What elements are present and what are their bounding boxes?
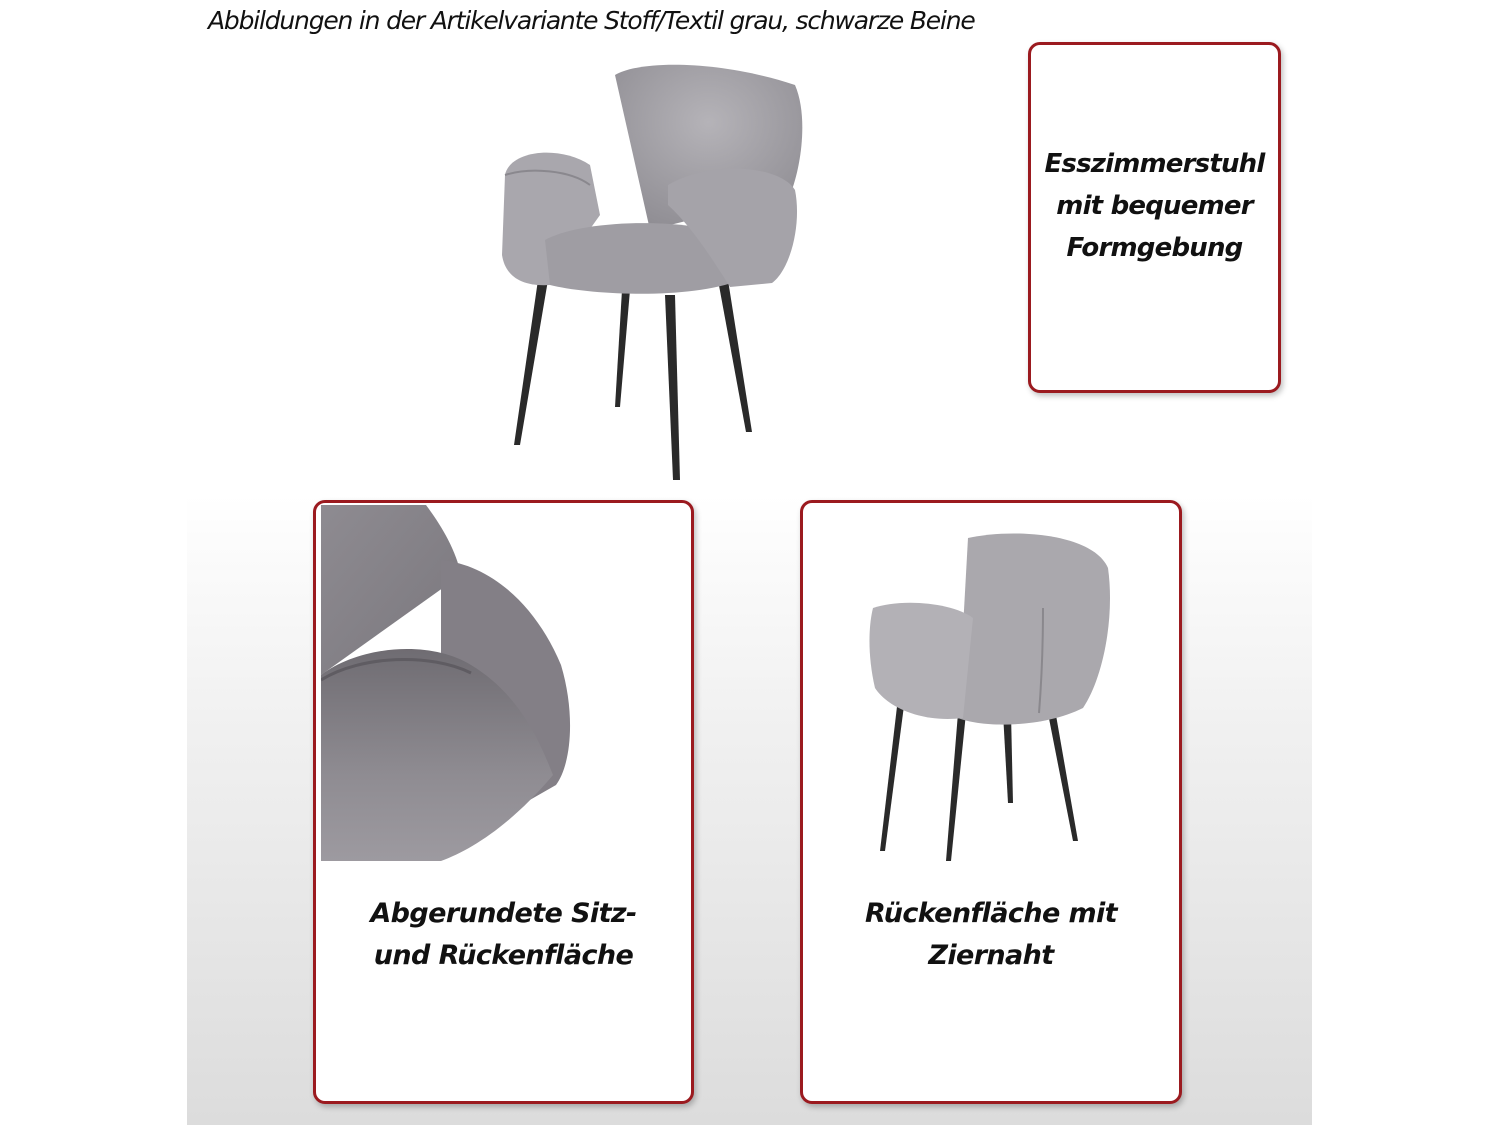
text-line: mit bequemer: [1056, 191, 1253, 221]
text-line: Esszimmerstuhl: [1044, 149, 1265, 179]
text-line: Abgerundete Sitz-: [370, 898, 637, 929]
info-text-rounded: [316, 893, 691, 977]
text-line: Rückenfläche mit: [865, 898, 1117, 929]
info-box-back-detail: [800, 500, 1182, 1104]
chair-back-photo: [863, 528, 1113, 868]
text-line: Ziernaht: [928, 940, 1054, 971]
info-text-formgebung: [1031, 143, 1278, 269]
text-line: und Rückenfläche: [373, 940, 634, 971]
info-box-seat-detail: [313, 500, 694, 1104]
info-text-backrest: [803, 893, 1179, 977]
chair-front-photo: [490, 55, 810, 485]
image-caption: Abbildungen in der Artikelvariante Stoff/Textil grau, schwarze Beine: [208, 6, 975, 35]
seat-closeup-photo: [321, 505, 574, 861]
info-box-top: [1028, 42, 1281, 393]
text-line: Formgebung: [1066, 233, 1243, 263]
